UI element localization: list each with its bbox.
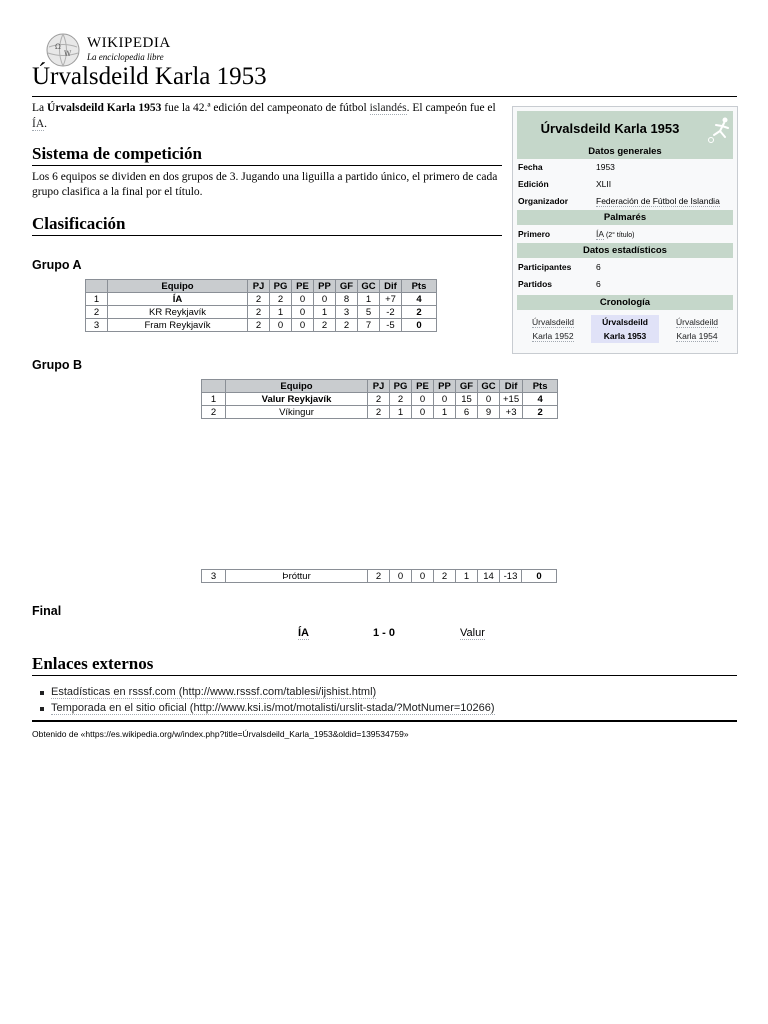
grupo-a-cell: 2 <box>86 306 108 319</box>
chronology-next-line1[interactable]: Úrvalsdeild <box>675 317 719 327</box>
grupo-a-cell: 5 <box>358 306 380 319</box>
grupo-a-team-cell[interactable]: Fram Reykjavík <box>108 319 248 332</box>
chronology-next[interactable] <box>663 315 731 343</box>
infobox-primero-team[interactable]: ÍA <box>596 229 604 239</box>
lead-text-1: La <box>32 102 48 114</box>
infobox-fecha-value: 1953 <box>596 162 615 172</box>
infobox-section-palmares: Palmarés <box>517 210 733 225</box>
grupo-b-cell: 1 <box>390 406 412 419</box>
grupo-a-cell: 2 <box>248 293 270 306</box>
infobox-edicion-value: XLII <box>596 179 612 189</box>
grupo-b-header-cell: Equipo <box>226 380 368 393</box>
heading-enlaces-rule <box>32 675 737 676</box>
grupo-a-cell: 0 <box>292 306 314 319</box>
grupo-b-header-cell: PJ <box>368 380 390 393</box>
heading-grupo-b: Grupo B <box>32 358 82 372</box>
chronology-current <box>591 315 659 343</box>
grupo-a-header-cell: PE <box>292 280 314 293</box>
grupo-b-cell: 4 <box>523 393 558 406</box>
svg-text:Ω: Ω <box>55 43 61 51</box>
grupo-b-header-cell: PE <box>412 380 434 393</box>
grupo-a-cell: 2 <box>314 319 336 332</box>
heading-sistema: Sistema de competición <box>32 144 202 163</box>
link-ia[interactable]: ÍA <box>32 118 45 130</box>
grupo-a-cell: 0 <box>314 293 336 306</box>
heading-sistema-rule <box>32 165 502 166</box>
grupo-b-cell: 2 <box>523 406 558 419</box>
grupo-b-header-cell: GF <box>456 380 478 393</box>
grupo-b-cell: 1 <box>202 393 226 406</box>
infobox-section-estadisticos: Datos estadísticos <box>517 243 733 258</box>
chronology-previous[interactable] <box>519 315 587 343</box>
grupo-b-team-cell[interactable]: Þróttur <box>226 570 368 583</box>
lead-text-2: fue la 42.ª edición del campeonato de fútbol <box>161 102 370 114</box>
infobox <box>512 106 738 354</box>
grupo-a-cell: +7 <box>380 293 402 306</box>
infobox-partidos-label: Partidos <box>518 279 553 289</box>
grupo-b-cell: 2 <box>368 406 390 419</box>
grupo-a-team-cell[interactable]: KR Reykjavík <box>108 306 248 319</box>
grupo-b-cell: 1 <box>434 406 456 419</box>
title-divider <box>32 96 737 97</box>
grupo-b-cell: 1 <box>456 570 478 583</box>
infobox-title-bar <box>517 111 733 147</box>
lead-bold-title: Úrvalsdeild Karla 1953 <box>47 102 162 114</box>
grupo-a-cell: 2 <box>336 319 358 332</box>
grupo-b-table-continued <box>201 569 557 583</box>
grupo-b-cell: 0 <box>522 570 557 583</box>
grupo-a-cell: 3 <box>336 306 358 319</box>
chronology-next-line2[interactable]: Karla 1954 <box>676 331 718 341</box>
grupo-b-cell: 2 <box>368 393 390 406</box>
grupo-a-header-cell: PP <box>314 280 336 293</box>
grupo-b-cell: 0 <box>434 393 456 406</box>
grupo-a-header-cell: Pts <box>402 280 437 293</box>
grupo-b-cell: 0 <box>478 393 500 406</box>
grupo-b-cell: 2 <box>390 393 412 406</box>
final-home-team[interactable]: ÍA <box>298 627 309 639</box>
grupo-a-header-cell: PG <box>270 280 292 293</box>
grupo-a-header-row <box>86 280 437 293</box>
grupo-a-header-cell: Dif <box>380 280 402 293</box>
grupo-b-team-cell[interactable]: Víkingur <box>226 406 368 419</box>
grupo-b-cell: 0 <box>390 570 412 583</box>
lead-text-3: . El campeón fue el <box>406 102 496 114</box>
infobox-primero-value <box>596 229 634 239</box>
grupo-a-cell: 3 <box>86 319 108 332</box>
grupo-a-cell: 2 <box>248 319 270 332</box>
grupo-a-cell: -2 <box>380 306 402 319</box>
grupo-a-header-cell <box>86 280 108 293</box>
grupo-a-cell: 0 <box>270 319 292 332</box>
footer-divider <box>32 720 737 722</box>
bullet-icon <box>40 691 44 695</box>
grupo-b-table <box>201 379 558 419</box>
chronology-previous-line2[interactable]: Karla 1952 <box>532 331 574 341</box>
grupo-b-cell: 9 <box>478 406 500 419</box>
list-item[interactable] <box>40 684 495 700</box>
sistema-paragraph: Los 6 equipos se dividen en dos grupos de 3. Jugando una liguilla a partido único, el primero de cada grupo clasifica a la final por el título. <box>32 171 498 198</box>
grupo-b-cell: 2 <box>368 570 390 583</box>
grupo-a-cell: 8 <box>336 293 358 306</box>
page-title: Úrvalsdeild Karla 1953 <box>32 63 267 90</box>
grupo-a-cell: 0 <box>402 319 437 332</box>
grupo-a-cell: -5 <box>380 319 402 332</box>
infobox-participantes-label: Participantes <box>518 262 572 272</box>
infobox-edicion-label: Edición <box>518 179 549 189</box>
grupo-a-cell: 2 <box>270 293 292 306</box>
infobox-primero-note: (2° título) <box>605 232 635 239</box>
table-row <box>202 393 558 406</box>
lead-paragraph <box>32 100 502 132</box>
grupo-b-header-cell: Pts <box>523 380 558 393</box>
grupo-b-header-row <box>202 380 558 393</box>
external-link-ksi[interactable]: Temporada en el sitio oficial (http://www.ksi.is/mot/motalisti/urslit-stada/?MotNumer=10266) <box>51 702 495 714</box>
grupo-a-header-cell: GC <box>358 280 380 293</box>
link-islandes[interactable]: islandés <box>369 102 407 114</box>
grupo-a-cell: 7 <box>358 319 380 332</box>
grupo-a-table <box>85 279 437 332</box>
table-row <box>86 319 437 332</box>
grupo-b-cell: +15 <box>500 393 523 406</box>
grupo-a-cell: 1 <box>358 293 380 306</box>
grupo-a-header-cell: GF <box>336 280 358 293</box>
heading-clasificacion: Clasificación <box>32 214 126 233</box>
grupo-b-cell: 2 <box>202 406 226 419</box>
heading-final: Final <box>32 604 62 618</box>
table-row <box>86 306 437 319</box>
grupo-a-header-cell: PJ <box>248 280 270 293</box>
final-score: 1 - 0 <box>373 627 396 639</box>
grupo-a-cell: 1 <box>270 306 292 319</box>
wikipedia-tagline: La enciclopedia libre <box>87 52 164 62</box>
final-away-team[interactable]: Valur <box>460 627 485 639</box>
infobox-organizador-value[interactable]: Federación de Fútbol de Islandia <box>596 196 720 206</box>
grupo-a-cell: 1 <box>86 293 108 306</box>
grupo-a-cell: 0 <box>292 293 314 306</box>
grupo-b-cell: 14 <box>478 570 500 583</box>
grupo-b-header-cell <box>202 380 226 393</box>
grupo-b-cell: 0 <box>412 406 434 419</box>
grupo-b-header-cell: PG <box>390 380 412 393</box>
grupo-b-cell: +3 <box>500 406 523 419</box>
heading-clasificacion-rule <box>32 235 502 236</box>
grupo-a-cell: 4 <box>402 293 437 306</box>
external-links-list <box>40 684 495 716</box>
grupo-b-team-cell[interactable]: Valur Reykjavík <box>226 393 368 406</box>
infobox-participantes-value: 6 <box>596 262 601 272</box>
svg-text:W: W <box>64 50 72 58</box>
grupo-b-cell: 15 <box>456 393 478 406</box>
wikipedia-globe-icon[interactable] <box>46 33 80 67</box>
grupo-a-cell: 2 <box>402 306 437 319</box>
grupo-a-cell: 1 <box>314 306 336 319</box>
infobox-partidos-value: 6 <box>596 279 601 289</box>
table-row <box>202 570 557 583</box>
grupo-b-header-cell: Dif <box>500 380 523 393</box>
grupo-b-cell: 3 <box>202 570 226 583</box>
bullet-icon <box>40 707 44 711</box>
grupo-b-header-cell: PP <box>434 380 456 393</box>
chronology-previous-line1[interactable]: Úrvalsdeild <box>531 317 575 327</box>
lead-text-4: . <box>44 118 48 130</box>
infobox-title: Úrvalsdeild Karla 1953 <box>540 121 680 136</box>
grupo-b-cell: 2 <box>434 570 456 583</box>
infobox-section-cronologia: Cronología <box>517 295 733 310</box>
heading-enlaces: Enlaces externos <box>32 654 154 673</box>
grupo-a-cell: 2 <box>248 306 270 319</box>
grupo-a-team-cell[interactable]: ÍA <box>108 293 248 306</box>
grupo-b-cell: -13 <box>500 570 522 583</box>
football-player-icon <box>705 115 733 145</box>
table-row <box>202 406 558 419</box>
grupo-b-cell: 0 <box>412 570 434 583</box>
wikipedia-wordmark[interactable]: WIKIPEDIA <box>87 35 171 51</box>
chronology-current-line2: Karla 1953 <box>603 331 647 341</box>
list-item[interactable] <box>40 700 495 716</box>
infobox-fecha-label: Fecha <box>518 162 543 172</box>
grupo-b-cell: 6 <box>456 406 478 419</box>
grupo-b-cell: 0 <box>412 393 434 406</box>
external-link-rsssf[interactable]: Estadísticas en rsssf.com (http://www.rsssf.com/tablesi/ijshist.html) <box>51 686 377 698</box>
heading-grupo-a: Grupo A <box>32 258 82 272</box>
footer-source[interactable]: Obtenido de «https://es.wikipedia.org/w/index.php?title=Úrvalsdeild_Karla_1953&oldid=139534759» <box>32 729 409 739</box>
grupo-b-header-cell: GC <box>478 380 500 393</box>
infobox-primero-label: Primero <box>518 229 551 239</box>
table-row <box>86 293 437 306</box>
infobox-organizador-label: Organizador <box>518 196 569 206</box>
infobox-section-general: Datos generales <box>517 144 733 159</box>
grupo-a-header-cell: Equipo <box>108 280 248 293</box>
grupo-a-cell: 0 <box>292 319 314 332</box>
chronology-current-line1: Úrvalsdeild <box>602 317 648 327</box>
